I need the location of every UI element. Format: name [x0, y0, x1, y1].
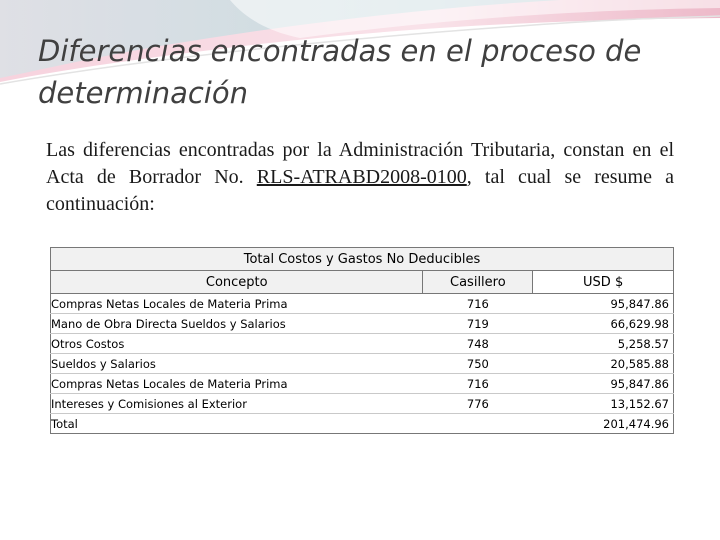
reference-link[interactable]: RLS-ATRABD2008-0100 [256, 166, 467, 188]
cell-casillero: 750 [423, 354, 533, 374]
total-casillero-empty [423, 414, 533, 434]
cell-usd: 95,847.86 [533, 294, 674, 314]
cell-concepto: Intereses y Comisiones al Exterior [51, 394, 423, 414]
deductions-table [50, 247, 674, 434]
cell-usd: 95,847.86 [533, 374, 674, 394]
cell-concepto: Sueldos y Salarios [51, 354, 423, 374]
table-caption: Total Costos y Gastos No Deducibles [51, 248, 674, 271]
cell-concepto: Mano de Obra Directa Sueldos y Salarios [51, 314, 423, 334]
cell-casillero: 748 [423, 334, 533, 354]
cell-concepto: Compras Netas Locales de Materia Prima [51, 294, 423, 314]
cell-casillero: 716 [423, 294, 533, 314]
intro-text: Las diferencias encontradas por la Administración Tributaria, constan en el Acta de Borrador No. [46, 139, 674, 188]
cell-usd: 20,585.88 [533, 354, 674, 374]
cell-concepto: Compras Netas Locales de Materia Prima [51, 374, 423, 394]
table-row [51, 394, 674, 414]
header-casillero: Casillero [423, 271, 533, 294]
table-row [51, 314, 674, 334]
cell-concepto: Otros Costos [51, 334, 423, 354]
table-row [51, 294, 674, 314]
slide-title: Diferencias encontradas en el proceso de determinación [38, 34, 642, 110]
table-row [51, 374, 674, 394]
table-row [51, 354, 674, 374]
cell-usd: 5,258.57 [533, 334, 674, 354]
intro-text-end: , tal cual se resume a continuación: [46, 166, 674, 215]
cell-usd: 66,629.98 [533, 314, 674, 334]
total-row [51, 414, 674, 434]
cell-usd: 13,152.67 [533, 394, 674, 414]
total-value: 201,474.96 [533, 414, 674, 434]
header-usd: USD $ [533, 271, 674, 294]
cell-casillero: 716 [423, 374, 533, 394]
cell-casillero: 719 [423, 314, 533, 334]
cell-casillero: 776 [423, 394, 533, 414]
header-concepto: Concepto [51, 271, 423, 294]
table-row [51, 334, 674, 354]
total-label: Total [51, 414, 423, 434]
intro-paragraph [46, 137, 674, 218]
